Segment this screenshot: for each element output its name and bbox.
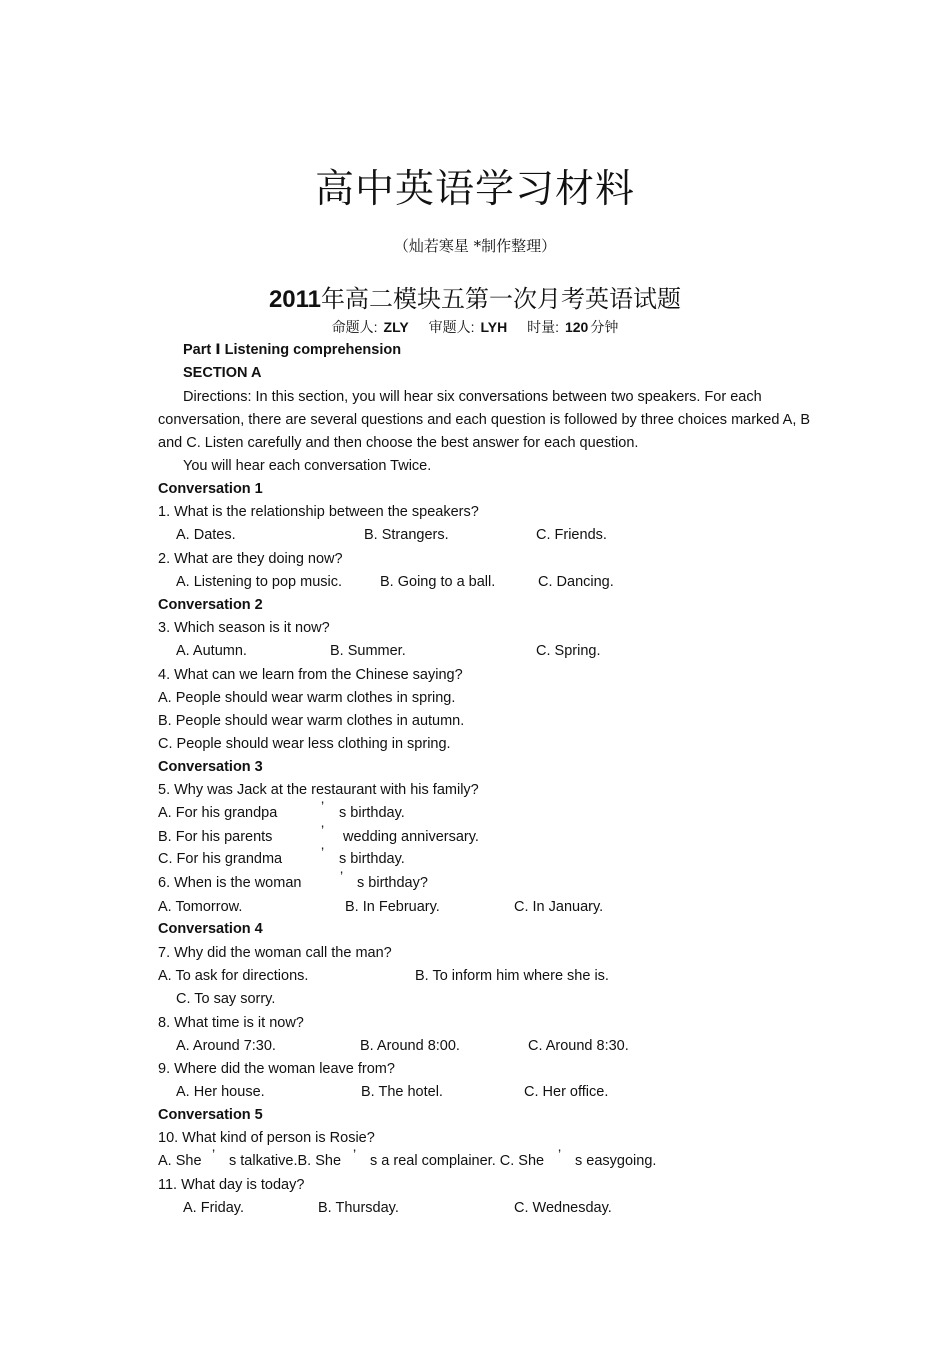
listening-note: You will hear each conversation Twice.: [183, 458, 432, 474]
q5-option-a-rest: s birthday.: [339, 805, 405, 821]
question-4: 4. What can we learn from the Chinese saying?: [158, 667, 463, 683]
directions: Directions: In this section, you will hear six conversations between two speakers. For each conversation, there are several questions and each question is followed by three choices marked A, B and C. Listen carefully and then choose the best answer for each question.: [158, 389, 811, 451]
apostrophe: ’: [212, 1146, 216, 1162]
q1-option-a: A. Dates.: [176, 527, 236, 543]
q3-option-c: C. Spring.: [536, 643, 601, 659]
q2-option-b: B. Going to a ball.: [380, 574, 496, 590]
q1-option-c: C. Friends.: [536, 527, 607, 543]
exam-year: 2011: [268, 286, 322, 313]
q4-option-c: C. People should wear less clothing in spring.: [158, 736, 451, 752]
reviewer-value: LYH: [480, 319, 508, 335]
time-label: 时量:: [527, 319, 559, 335]
exam-title-text: 年高二模块五第一次月考英语试题: [321, 286, 682, 313]
apostrophe: ’: [321, 822, 325, 838]
q2-option-a: A. Listening to pop music.: [176, 574, 343, 590]
q3-option-a: A. Autumn.: [176, 643, 247, 659]
q5-option-c: C. For his grandma: [158, 851, 283, 867]
q9-option-c: C. Her office.: [524, 1084, 609, 1100]
q5-option-a: A. For his grandpa: [158, 805, 278, 821]
q5-option-b: B. For his parents: [158, 829, 273, 845]
page-subtitle: （灿若寒星 *制作整理）: [393, 237, 557, 255]
q10-options-part1: A. She: [158, 1153, 202, 1169]
setter-label: 命题人:: [331, 319, 378, 335]
conversation-5-heading: Conversation 5: [158, 1107, 263, 1123]
exam-title: [0, 279, 950, 314]
q7-option-b: B. To inform him where she is.: [415, 968, 609, 984]
conversation-3-heading: Conversation 3: [158, 759, 263, 775]
q9-option-b: B. The hotel.: [361, 1084, 443, 1100]
time-value: 120: [564, 319, 589, 335]
exam-meta: [0, 317, 950, 337]
q11-option-b: B. Thursday.: [318, 1200, 399, 1216]
q5-option-c-rest: s birthday.: [339, 851, 405, 867]
q8-option-b: B. Around 8:00.: [360, 1038, 460, 1054]
q2-option-c: C. Dancing.: [538, 574, 614, 590]
apostrophe: ’: [340, 868, 344, 884]
q10-options-part2: s talkative.B. She: [229, 1153, 342, 1169]
q4-option-b: B. People should wear warm clothes in autumn.: [158, 713, 465, 729]
q6-option-c: C. In January.: [514, 899, 604, 915]
apostrophe: ’: [558, 1146, 562, 1162]
question-9: 9. Where did the woman leave from?: [158, 1061, 395, 1077]
q5-option-b-rest: wedding anniversary.: [343, 829, 479, 845]
q11-option-c: C. Wednesday.: [514, 1200, 612, 1216]
q1-option-b: B. Strangers.: [364, 527, 449, 543]
question-3: 3. Which season is it now?: [158, 620, 330, 636]
setter-value: ZLY: [383, 319, 409, 335]
reviewer-label: 审题人:: [428, 319, 475, 335]
q6-option-a: A. Tomorrow.: [158, 899, 243, 915]
conversation-2-heading: Conversation 2: [158, 597, 263, 613]
apostrophe: ’: [353, 1146, 357, 1162]
question-11: 11. What day is today?: [158, 1177, 305, 1193]
question-10: 10. What kind of person is Rosie?: [158, 1130, 375, 1146]
q3-option-b: B. Summer.: [330, 643, 406, 659]
q9-option-a: A. Her house.: [176, 1084, 265, 1100]
conversation-1-heading: Conversation 1: [158, 481, 263, 497]
time-unit: 分钟: [590, 319, 619, 335]
q10-options-part3: s a real complainer. C. She: [370, 1153, 545, 1169]
question-5: 5. Why was Jack at the restaurant with his family?: [158, 782, 479, 798]
question-1: 1. What is the relationship between the speakers?: [158, 504, 479, 520]
question-6: 6. When is the woman: [158, 875, 302, 891]
apostrophe: ’: [321, 798, 325, 814]
q7-option-a: A. To ask for directions.: [158, 968, 309, 984]
apostrophe: ’: [321, 844, 325, 860]
question-8: 8. What time is it now?: [158, 1015, 304, 1031]
question-6-rest: s birthday?: [357, 875, 428, 891]
conversation-4-heading: Conversation 4: [158, 921, 263, 937]
part-heading: Part Ⅰ Listening comprehension: [183, 342, 402, 358]
question-2: 2. What are they doing now?: [158, 551, 343, 567]
question-7: 7. Why did the woman call the man?: [158, 945, 392, 961]
q10-options-part4: s easygoing.: [575, 1153, 657, 1169]
page-title: 高中英语学习材料: [314, 167, 635, 212]
q8-option-c: C. Around 8:30.: [528, 1038, 629, 1054]
q11-option-a: A. Friday.: [183, 1200, 244, 1216]
q7-option-c: C. To say sorry.: [176, 991, 276, 1007]
q8-option-a: A. Around 7:30.: [176, 1038, 276, 1054]
q6-option-b: B. In February.: [345, 899, 440, 915]
section-heading: SECTION A: [183, 365, 262, 381]
q4-option-a: A. People should wear warm clothes in spring.: [158, 690, 456, 706]
